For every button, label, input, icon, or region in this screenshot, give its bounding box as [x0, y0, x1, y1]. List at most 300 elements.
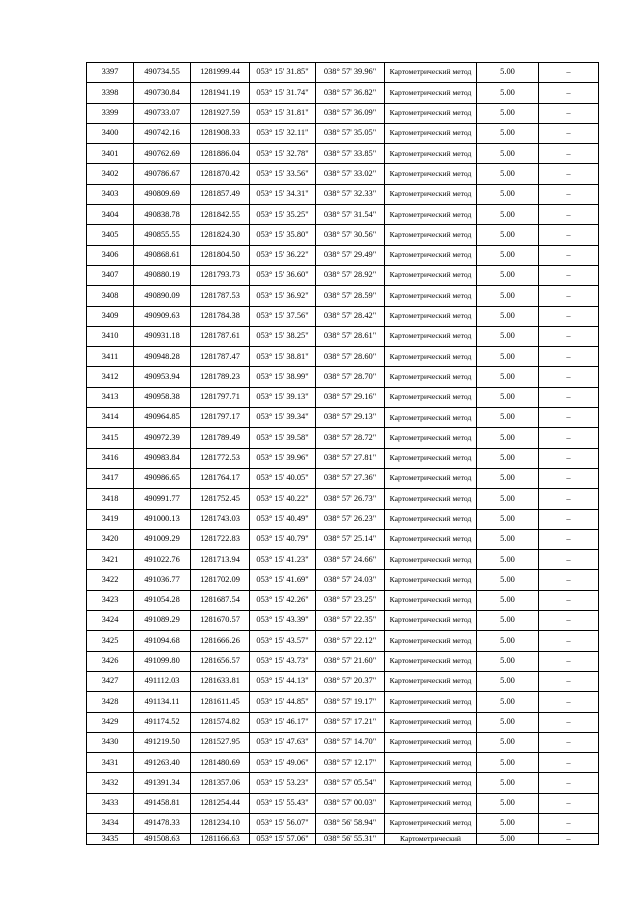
y-coordinate-cell: 1281857.49 — [191, 184, 250, 204]
note-cell: – — [539, 509, 599, 529]
table-row — [87, 63, 599, 83]
x-coordinate-cell: 490734.55 — [134, 63, 191, 83]
y-coordinate-cell: 1281797.71 — [191, 387, 250, 407]
note-cell: – — [539, 286, 599, 306]
latitude-cell: 053° 15' 42.26" — [250, 590, 316, 610]
note-cell: – — [539, 408, 599, 428]
point-number-cell: 3400 — [87, 123, 134, 143]
method-cell: Картометрический метод — [385, 489, 477, 509]
method-cell: Картометрический — [385, 834, 477, 845]
method-cell: Картометрический метод — [385, 753, 477, 773]
accuracy-cell: 5.00 — [477, 489, 539, 509]
latitude-cell: 053° 15' 44.13" — [250, 671, 316, 691]
method-cell: Картометрический метод — [385, 509, 477, 529]
longitude-cell: 038° 57' 27.81" — [316, 448, 385, 468]
latitude-cell: 053° 15' 43.57" — [250, 631, 316, 651]
x-coordinate-cell: 491263.40 — [134, 753, 191, 773]
method-cell: Картометрический метод — [385, 225, 477, 245]
x-coordinate-cell: 490991.77 — [134, 489, 191, 509]
table-row — [87, 773, 599, 793]
method-cell: Картометрический метод — [385, 651, 477, 671]
point-number-cell: 3435 — [87, 834, 134, 845]
latitude-cell: 053° 15' 34.31" — [250, 184, 316, 204]
accuracy-cell: 5.00 — [477, 631, 539, 651]
x-coordinate-cell: 491094.68 — [134, 631, 191, 651]
y-coordinate-cell: 1281908.33 — [191, 123, 250, 143]
y-coordinate-cell: 1281797.17 — [191, 408, 250, 428]
longitude-cell: 038° 57' 32.33" — [316, 184, 385, 204]
accuracy-cell: 5.00 — [477, 63, 539, 83]
note-cell: – — [539, 245, 599, 265]
y-coordinate-cell: 1281804.50 — [191, 245, 250, 265]
method-cell: Картометрический метод — [385, 306, 477, 326]
point-number-cell: 3411 — [87, 347, 134, 367]
latitude-cell: 053° 15' 36.22" — [250, 245, 316, 265]
y-coordinate-cell: 1281656.57 — [191, 651, 250, 671]
longitude-cell: 038° 57' 33.02" — [316, 164, 385, 184]
table-row — [87, 286, 599, 306]
longitude-cell: 038° 57' 28.59" — [316, 286, 385, 306]
point-number-cell: 3418 — [87, 489, 134, 509]
longitude-cell: 038° 57' 22.35" — [316, 611, 385, 631]
x-coordinate-cell: 490880.19 — [134, 265, 191, 285]
y-coordinate-cell: 1281941.19 — [191, 83, 250, 103]
longitude-cell: 038° 57' 00.03" — [316, 793, 385, 813]
y-coordinate-cell: 1281666.26 — [191, 631, 250, 651]
note-cell: – — [539, 753, 599, 773]
y-coordinate-cell: 1281870.42 — [191, 164, 250, 184]
longitude-cell: 038° 57' 28.92" — [316, 265, 385, 285]
x-coordinate-cell: 490742.16 — [134, 123, 191, 143]
longitude-cell: 038° 56' 58.94" — [316, 813, 385, 833]
latitude-cell: 053° 15' 40.79" — [250, 529, 316, 549]
table-row — [87, 326, 599, 346]
accuracy-cell: 5.00 — [477, 671, 539, 691]
longitude-cell: 038° 57' 30.56" — [316, 225, 385, 245]
point-number-cell: 3409 — [87, 306, 134, 326]
y-coordinate-cell: 1281574.82 — [191, 712, 250, 732]
latitude-cell: 053° 15' 31.81" — [250, 103, 316, 123]
point-number-cell: 3423 — [87, 590, 134, 610]
note-cell: – — [539, 692, 599, 712]
accuracy-cell: 5.00 — [477, 611, 539, 631]
latitude-cell: 053° 15' 44.85" — [250, 692, 316, 712]
method-cell: Картометрический метод — [385, 144, 477, 164]
latitude-cell: 053° 15' 38.25" — [250, 326, 316, 346]
longitude-cell: 038° 57' 24.66" — [316, 550, 385, 570]
latitude-cell: 053° 15' 40.05" — [250, 468, 316, 488]
y-coordinate-cell: 1281670.57 — [191, 611, 250, 631]
x-coordinate-cell: 490983.84 — [134, 448, 191, 468]
table-row — [87, 550, 599, 570]
point-number-cell: 3425 — [87, 631, 134, 651]
latitude-cell: 053° 15' 56.07" — [250, 813, 316, 833]
point-number-cell: 3424 — [87, 611, 134, 631]
table-row — [87, 265, 599, 285]
x-coordinate-cell: 491054.28 — [134, 590, 191, 610]
latitude-cell: 053° 15' 38.81" — [250, 347, 316, 367]
point-number-cell: 3422 — [87, 570, 134, 590]
table-row — [87, 448, 599, 468]
accuracy-cell: 5.00 — [477, 773, 539, 793]
note-cell: – — [539, 428, 599, 448]
method-cell: Картометрический метод — [385, 103, 477, 123]
table-row — [87, 347, 599, 367]
note-cell: – — [539, 83, 599, 103]
y-coordinate-cell: 1281480.69 — [191, 753, 250, 773]
note-cell: – — [539, 103, 599, 123]
note-cell: – — [539, 550, 599, 570]
accuracy-cell: 5.00 — [477, 265, 539, 285]
y-coordinate-cell: 1281722.83 — [191, 529, 250, 549]
y-coordinate-cell: 1281166.63 — [191, 834, 250, 845]
x-coordinate-cell: 491174.52 — [134, 712, 191, 732]
point-number-cell: 3413 — [87, 387, 134, 407]
accuracy-cell: 5.00 — [477, 123, 539, 143]
x-coordinate-cell: 490733.07 — [134, 103, 191, 123]
longitude-cell: 038° 56' 55.31" — [316, 834, 385, 845]
table-row — [87, 245, 599, 265]
note-cell: – — [539, 164, 599, 184]
accuracy-cell: 5.00 — [477, 144, 539, 164]
accuracy-cell: 5.00 — [477, 205, 539, 225]
x-coordinate-cell: 491036.77 — [134, 570, 191, 590]
point-number-cell: 3416 — [87, 448, 134, 468]
x-coordinate-cell: 490931.18 — [134, 326, 191, 346]
x-coordinate-cell: 490964.85 — [134, 408, 191, 428]
y-coordinate-cell: 1281357.06 — [191, 773, 250, 793]
latitude-cell: 053° 15' 38.99" — [250, 367, 316, 387]
x-coordinate-cell: 490838.78 — [134, 205, 191, 225]
accuracy-cell: 5.00 — [477, 347, 539, 367]
accuracy-cell: 5.00 — [477, 651, 539, 671]
method-cell: Картометрический метод — [385, 205, 477, 225]
table-row — [87, 570, 599, 590]
point-number-cell: 3434 — [87, 813, 134, 833]
x-coordinate-cell: 491000.13 — [134, 509, 191, 529]
accuracy-cell: 5.00 — [477, 326, 539, 346]
accuracy-cell: 5.00 — [477, 529, 539, 549]
point-number-cell: 3410 — [87, 326, 134, 346]
latitude-cell: 053° 15' 36.60" — [250, 265, 316, 285]
y-coordinate-cell: 1281687.54 — [191, 590, 250, 610]
y-coordinate-cell: 1281702.09 — [191, 570, 250, 590]
longitude-cell: 038° 57' 28.60" — [316, 347, 385, 367]
point-number-cell: 3405 — [87, 225, 134, 245]
longitude-cell: 038° 57' 23.25" — [316, 590, 385, 610]
longitude-cell: 038° 57' 27.36" — [316, 468, 385, 488]
note-cell: – — [539, 205, 599, 225]
latitude-cell: 053° 15' 36.92" — [250, 286, 316, 306]
note-cell: – — [539, 326, 599, 346]
point-number-cell: 3432 — [87, 773, 134, 793]
accuracy-cell: 5.00 — [477, 468, 539, 488]
longitude-cell: 038° 57' 21.60" — [316, 651, 385, 671]
longitude-cell: 038° 57' 28.61" — [316, 326, 385, 346]
y-coordinate-cell: 1281743.03 — [191, 509, 250, 529]
table-row — [87, 367, 599, 387]
note-cell: – — [539, 63, 599, 83]
method-cell: Картометрический метод — [385, 529, 477, 549]
accuracy-cell: 5.00 — [477, 509, 539, 529]
accuracy-cell: 5.00 — [477, 550, 539, 570]
note-cell: – — [539, 590, 599, 610]
point-number-cell: 3433 — [87, 793, 134, 813]
longitude-cell: 038° 57' 36.09" — [316, 103, 385, 123]
longitude-cell: 038° 57' 29.16" — [316, 387, 385, 407]
method-cell: Картометрический метод — [385, 468, 477, 488]
table-row — [87, 489, 599, 509]
y-coordinate-cell: 1281789.23 — [191, 367, 250, 387]
latitude-cell: 053° 15' 46.17" — [250, 712, 316, 732]
y-coordinate-cell: 1281633.81 — [191, 671, 250, 691]
point-number-cell: 3412 — [87, 367, 134, 387]
longitude-cell: 038° 57' 39.96" — [316, 63, 385, 83]
accuracy-cell: 5.00 — [477, 570, 539, 590]
x-coordinate-cell: 491112.03 — [134, 671, 191, 691]
table-row — [87, 834, 599, 845]
longitude-cell: 038° 57' 29.13" — [316, 408, 385, 428]
table-row — [87, 611, 599, 631]
method-cell: Картометрический метод — [385, 793, 477, 813]
y-coordinate-cell: 1281254.44 — [191, 793, 250, 813]
method-cell: Картометрический метод — [385, 732, 477, 752]
method-cell: Картометрический метод — [385, 550, 477, 570]
method-cell: Картометрический метод — [385, 428, 477, 448]
table-row — [87, 753, 599, 773]
latitude-cell: 053° 15' 31.74" — [250, 83, 316, 103]
method-cell: Картометрический метод — [385, 83, 477, 103]
latitude-cell: 053° 15' 32.78" — [250, 144, 316, 164]
method-cell: Картометрический метод — [385, 570, 477, 590]
point-number-cell: 3426 — [87, 651, 134, 671]
y-coordinate-cell: 1281772.53 — [191, 448, 250, 468]
table-row — [87, 529, 599, 549]
note-cell: – — [539, 468, 599, 488]
y-coordinate-cell: 1281842.55 — [191, 205, 250, 225]
y-coordinate-cell: 1281824.30 — [191, 225, 250, 245]
y-coordinate-cell: 1281787.53 — [191, 286, 250, 306]
accuracy-cell: 5.00 — [477, 813, 539, 833]
x-coordinate-cell: 491009.29 — [134, 529, 191, 549]
point-number-cell: 3427 — [87, 671, 134, 691]
point-number-cell: 3421 — [87, 550, 134, 570]
x-coordinate-cell: 491508.63 — [134, 834, 191, 845]
y-coordinate-cell: 1281927.59 — [191, 103, 250, 123]
point-number-cell: 3403 — [87, 184, 134, 204]
method-cell: Картометрический метод — [385, 773, 477, 793]
x-coordinate-cell: 490855.55 — [134, 225, 191, 245]
boundary-points-table — [86, 62, 599, 845]
accuracy-cell: 5.00 — [477, 712, 539, 732]
x-coordinate-cell: 490809.69 — [134, 184, 191, 204]
note-cell: – — [539, 225, 599, 245]
accuracy-cell: 5.00 — [477, 184, 539, 204]
note-cell: – — [539, 306, 599, 326]
latitude-cell: 053° 15' 40.49" — [250, 509, 316, 529]
point-number-cell: 3407 — [87, 265, 134, 285]
note-cell: – — [539, 448, 599, 468]
x-coordinate-cell: 490730.84 — [134, 83, 191, 103]
latitude-cell: 053° 15' 55.43" — [250, 793, 316, 813]
point-number-cell: 3402 — [87, 164, 134, 184]
point-number-cell: 3398 — [87, 83, 134, 103]
x-coordinate-cell: 491022.76 — [134, 550, 191, 570]
point-number-cell: 3399 — [87, 103, 134, 123]
x-coordinate-cell: 490948.28 — [134, 347, 191, 367]
table-row — [87, 468, 599, 488]
table-row — [87, 813, 599, 833]
table-row — [87, 793, 599, 813]
point-number-cell: 3419 — [87, 509, 134, 529]
method-cell: Картометрический метод — [385, 671, 477, 691]
note-cell: – — [539, 184, 599, 204]
longitude-cell: 038° 57' 28.70" — [316, 367, 385, 387]
latitude-cell: 053° 15' 53.23" — [250, 773, 316, 793]
method-cell: Картометрический метод — [385, 184, 477, 204]
latitude-cell: 053° 15' 43.73" — [250, 651, 316, 671]
note-cell: – — [539, 671, 599, 691]
accuracy-cell: 5.00 — [477, 306, 539, 326]
latitude-cell: 053° 15' 35.80" — [250, 225, 316, 245]
method-cell: Картометрический метод — [385, 245, 477, 265]
note-cell: – — [539, 651, 599, 671]
x-coordinate-cell: 490786.67 — [134, 164, 191, 184]
note-cell: – — [539, 347, 599, 367]
point-number-cell: 3428 — [87, 692, 134, 712]
table-row — [87, 306, 599, 326]
point-number-cell: 3420 — [87, 529, 134, 549]
note-cell: – — [539, 712, 599, 732]
y-coordinate-cell: 1281793.73 — [191, 265, 250, 285]
longitude-cell: 038° 57' 25.14" — [316, 529, 385, 549]
coordinates-document-page — [86, 62, 599, 845]
latitude-cell: 053° 15' 57.06" — [250, 834, 316, 845]
table-row — [87, 590, 599, 610]
table-row — [87, 83, 599, 103]
method-cell: Картометрический метод — [385, 813, 477, 833]
point-number-cell: 3404 — [87, 205, 134, 225]
y-coordinate-cell: 1281764.17 — [191, 468, 250, 488]
method-cell: Картометрический метод — [385, 326, 477, 346]
point-number-cell: 3431 — [87, 753, 134, 773]
y-coordinate-cell: 1281787.61 — [191, 326, 250, 346]
method-cell: Картометрический метод — [385, 712, 477, 732]
x-coordinate-cell: 491099.80 — [134, 651, 191, 671]
x-coordinate-cell: 490762.69 — [134, 144, 191, 164]
table-row — [87, 144, 599, 164]
accuracy-cell: 5.00 — [477, 164, 539, 184]
latitude-cell: 053° 15' 47.63" — [250, 732, 316, 752]
table-row — [87, 732, 599, 752]
note-cell: – — [539, 631, 599, 651]
note-cell: – — [539, 834, 599, 845]
accuracy-cell: 5.00 — [477, 753, 539, 773]
note-cell: – — [539, 813, 599, 833]
y-coordinate-cell: 1281789.49 — [191, 428, 250, 448]
table-row — [87, 408, 599, 428]
method-cell: Картометрический метод — [385, 63, 477, 83]
longitude-cell: 038° 57' 26.23" — [316, 509, 385, 529]
longitude-cell: 038° 57' 19.17" — [316, 692, 385, 712]
note-cell: – — [539, 387, 599, 407]
table-row — [87, 712, 599, 732]
accuracy-cell: 5.00 — [477, 428, 539, 448]
latitude-cell: 053° 15' 39.58" — [250, 428, 316, 448]
latitude-cell: 053° 15' 41.23" — [250, 550, 316, 570]
note-cell: – — [539, 367, 599, 387]
longitude-cell: 038° 57' 05.54" — [316, 773, 385, 793]
table-row — [87, 123, 599, 143]
latitude-cell: 053° 15' 43.39" — [250, 611, 316, 631]
point-number-cell: 3397 — [87, 63, 134, 83]
x-coordinate-cell: 490890.09 — [134, 286, 191, 306]
y-coordinate-cell: 1281713.94 — [191, 550, 250, 570]
point-number-cell: 3401 — [87, 144, 134, 164]
y-coordinate-cell: 1281527.95 — [191, 732, 250, 752]
note-cell: – — [539, 793, 599, 813]
longitude-cell: 038° 57' 17.21" — [316, 712, 385, 732]
x-coordinate-cell: 491089.29 — [134, 611, 191, 631]
latitude-cell: 053° 15' 31.85" — [250, 63, 316, 83]
table-row — [87, 631, 599, 651]
accuracy-cell: 5.00 — [477, 103, 539, 123]
longitude-cell: 038° 57' 14.70" — [316, 732, 385, 752]
method-cell: Картометрический метод — [385, 123, 477, 143]
latitude-cell: 053° 15' 33.56" — [250, 164, 316, 184]
x-coordinate-cell: 490972.39 — [134, 428, 191, 448]
latitude-cell: 053° 15' 40.22" — [250, 489, 316, 509]
x-coordinate-cell: 491219.50 — [134, 732, 191, 752]
table-row — [87, 205, 599, 225]
table-row — [87, 671, 599, 691]
x-coordinate-cell: 491458.81 — [134, 793, 191, 813]
accuracy-cell: 5.00 — [477, 590, 539, 610]
x-coordinate-cell: 490958.38 — [134, 387, 191, 407]
longitude-cell: 038° 57' 22.12" — [316, 631, 385, 651]
y-coordinate-cell: 1281784.38 — [191, 306, 250, 326]
method-cell: Картометрический метод — [385, 367, 477, 387]
table-row — [87, 387, 599, 407]
table-row — [87, 428, 599, 448]
y-coordinate-cell: 1281787.47 — [191, 347, 250, 367]
point-number-cell: 3408 — [87, 286, 134, 306]
latitude-cell: 053° 15' 41.69" — [250, 570, 316, 590]
accuracy-cell: 5.00 — [477, 83, 539, 103]
longitude-cell: 038° 57' 26.73" — [316, 489, 385, 509]
accuracy-cell: 5.00 — [477, 732, 539, 752]
longitude-cell: 038° 57' 24.03" — [316, 570, 385, 590]
latitude-cell: 053° 15' 39.13" — [250, 387, 316, 407]
latitude-cell: 053° 15' 37.56" — [250, 306, 316, 326]
longitude-cell: 038° 57' 28.42" — [316, 306, 385, 326]
note-cell: – — [539, 265, 599, 285]
y-coordinate-cell: 1281752.45 — [191, 489, 250, 509]
x-coordinate-cell: 490986.65 — [134, 468, 191, 488]
note-cell: – — [539, 570, 599, 590]
latitude-cell: 053° 15' 49.06" — [250, 753, 316, 773]
longitude-cell: 038° 57' 20.37" — [316, 671, 385, 691]
longitude-cell: 038° 57' 29.49" — [316, 245, 385, 265]
longitude-cell: 038° 57' 31.54" — [316, 205, 385, 225]
method-cell: Картометрический метод — [385, 408, 477, 428]
table-row — [87, 509, 599, 529]
latitude-cell: 053° 15' 39.96" — [250, 448, 316, 468]
table-row — [87, 692, 599, 712]
x-coordinate-cell: 491134.11 — [134, 692, 191, 712]
table-body — [87, 63, 599, 845]
accuracy-cell: 5.00 — [477, 793, 539, 813]
